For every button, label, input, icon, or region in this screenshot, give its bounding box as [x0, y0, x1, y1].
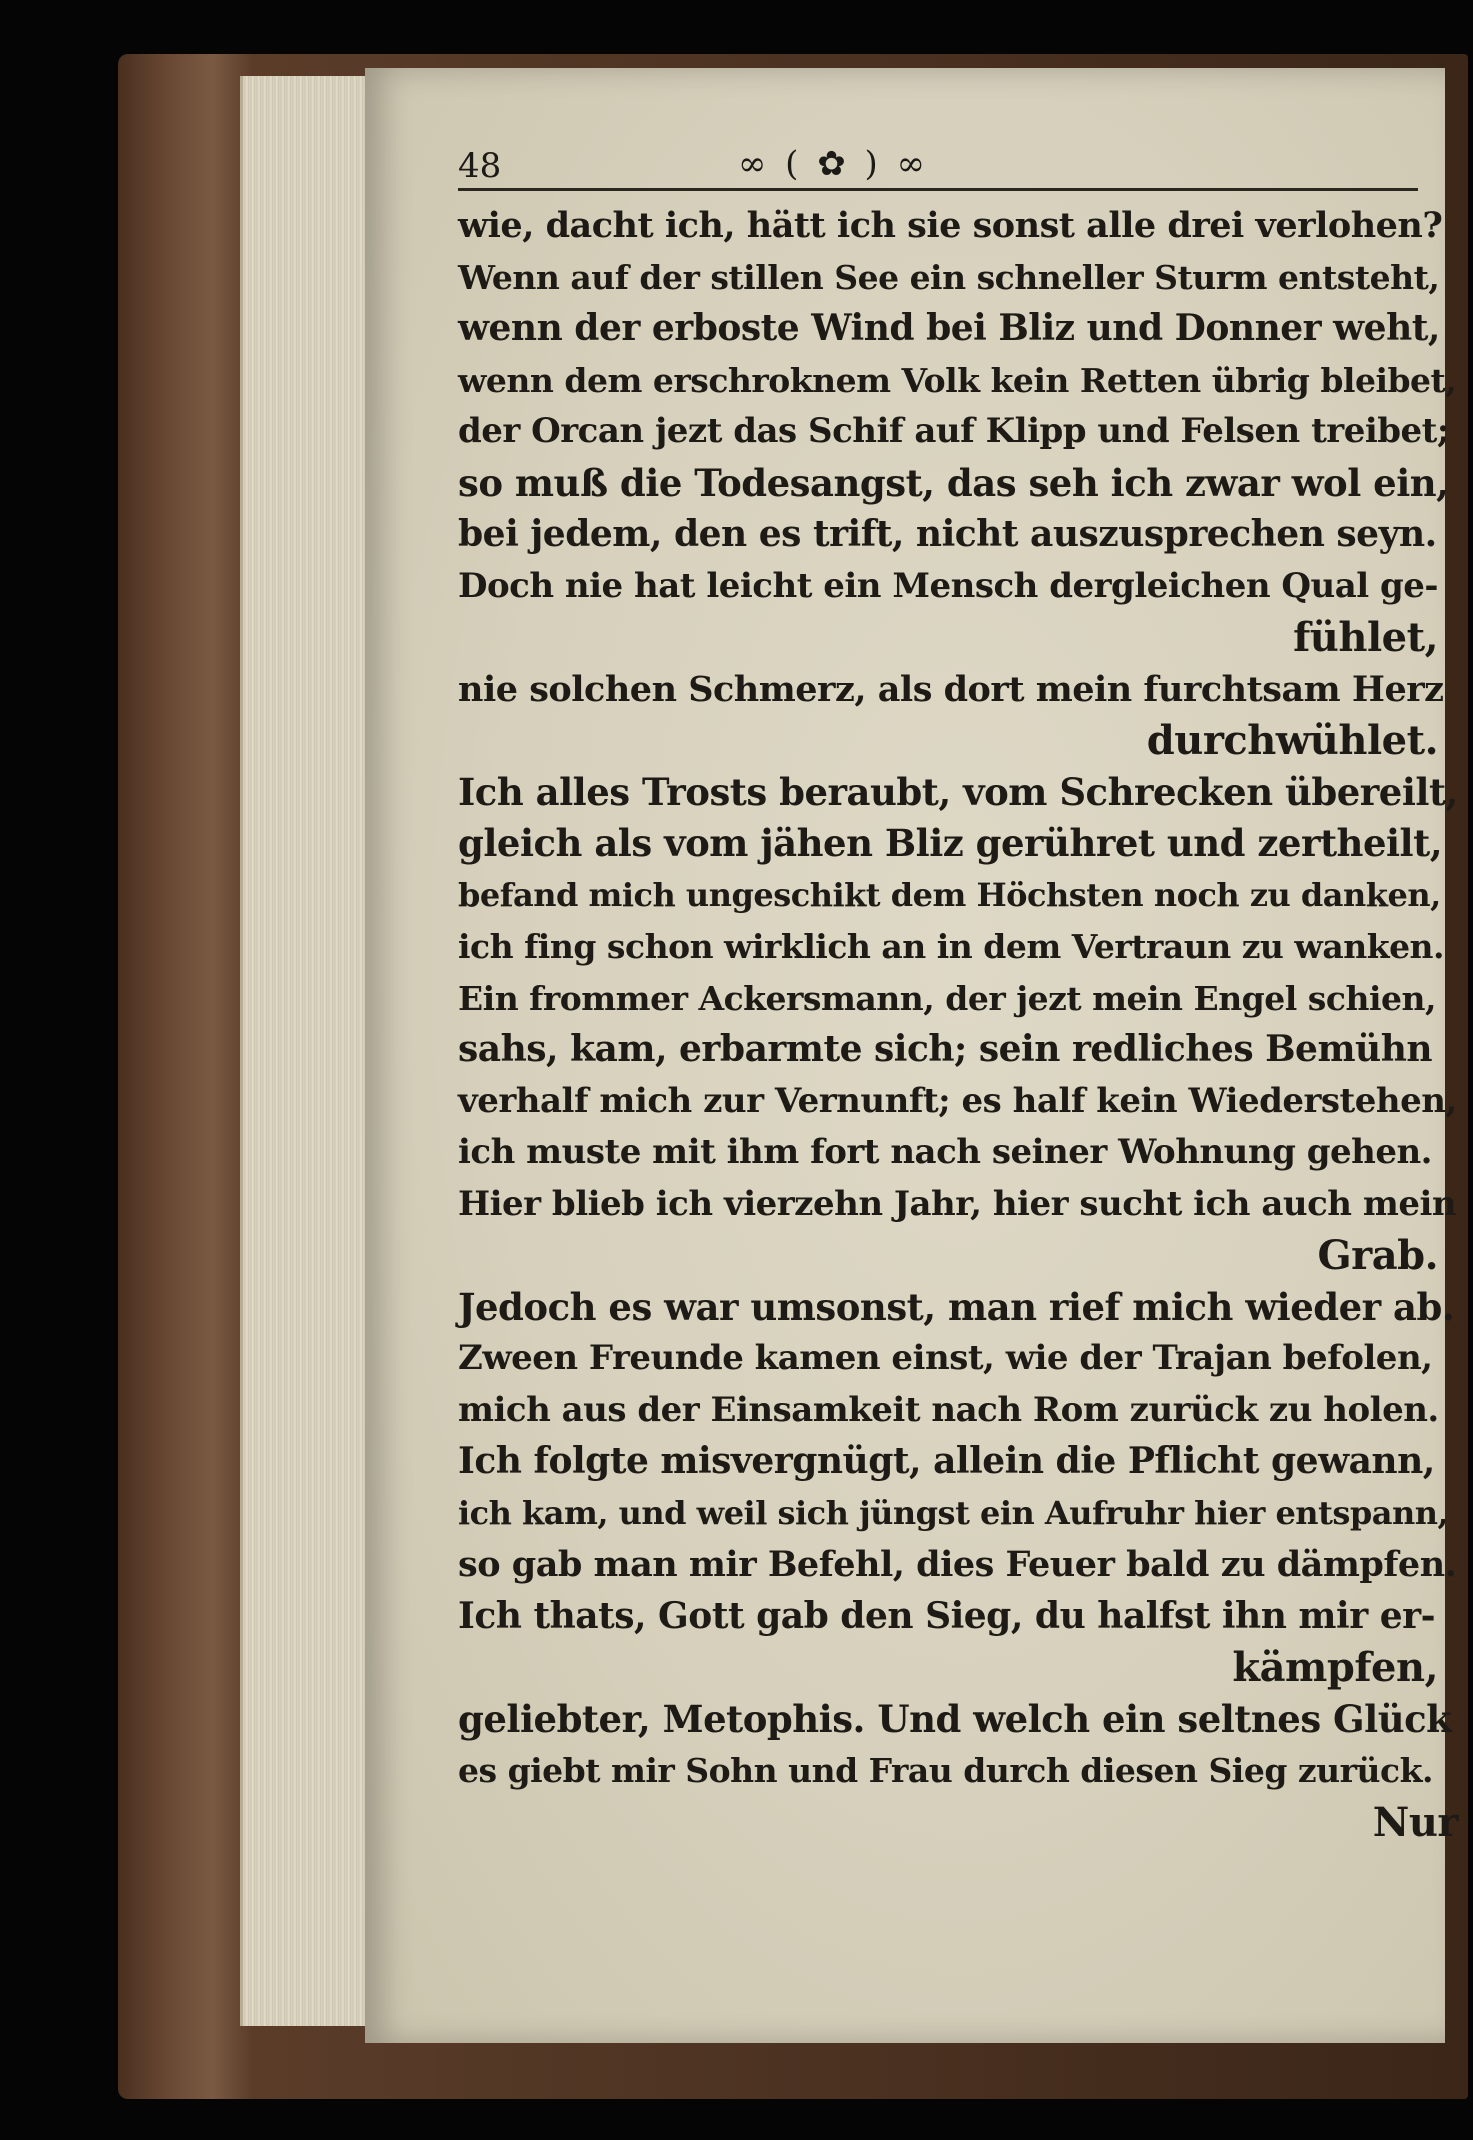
text-line: ich kam, und weil sich jüngst ein Aufruhr hier entspann, — [458, 1493, 1449, 1532]
text-line: wenn der erboste Wind bei Bliz und Donner weht, — [458, 307, 1440, 349]
text-line: gleich als vom jähen Bliz gerühret und zertheilt, — [458, 821, 1443, 865]
text-line: der Orcan jezt das Schif auf Klipp und Felsen treibet; — [458, 411, 1449, 451]
text-line-turnover: kämpfen, — [1232, 1644, 1438, 1691]
text-line: so gab man mir Befehl, dies Feuer bald zu dämpfen. — [458, 1544, 1457, 1585]
text-line: geliebter, Metophis. Und welch ein seltnes Glück — [458, 1696, 1452, 1741]
text-line-turnover: Grab. — [1317, 1232, 1438, 1279]
text-line: Hier blieb ich vierzehn Jahr, hier sucht ich auch mein — [458, 1183, 1457, 1224]
header-rule — [458, 188, 1418, 191]
text-line: sahs, kam, erbarmte sich; sein redliches Bemühn — [458, 1028, 1433, 1070]
text-line: Zween Freunde kamen einst, wie der Trajan befolen, — [458, 1338, 1433, 1378]
poem-text — [458, 200, 1458, 1848]
text-line: Ein frommer Ackersmann, der jezt mein Engel schien, — [458, 978, 1436, 1018]
text-line: es giebt mir Sohn und Frau durch diesen Sieg zurück. — [458, 1751, 1433, 1790]
text-line: wenn dem erschroknem Volk kein Retten übrig bleibet, — [458, 360, 1457, 400]
text-line: Doch nie hat leicht ein Mensch dergleichen Qual ge- — [458, 565, 1439, 606]
text-line: Ich thats, Gott gab den Sieg, du halfst ihn mir er- — [458, 1594, 1436, 1637]
text-line: wie, dacht ich, hätt ich sie sonst alle drei verlohen? — [458, 205, 1443, 246]
text-line-turnover: durchwühlet. — [1146, 717, 1438, 764]
text-line: Wenn auf der stillen See ein schneller Sturm entsteht, — [458, 257, 1440, 297]
text-line: ich muste mit ihm fort nach seiner Wohnung gehen. — [458, 1132, 1433, 1172]
text-line: bei jedem, den es trift, nicht auszusprechen seyn. — [458, 513, 1437, 555]
text-line: ich fing schon wirklich an in dem Vertraun zu wanken. — [458, 927, 1445, 966]
text-line: nie solchen Schmerz, als dort mein furchtsam Herz — [458, 668, 1444, 710]
catchword: Nur — [1372, 1798, 1458, 1846]
text-line: verhalf mich zur Vernunft; es half kein Wiederstehen, — [458, 1080, 1457, 1121]
text-line: Jedoch es war umsonst, man rief mich wieder ab. — [458, 1284, 1455, 1329]
text-line: befand mich ungeschikt dem Höchsten noch zu danken, — [458, 875, 1441, 914]
text-line-turnover: fühlet, — [1293, 614, 1438, 661]
text-line: mich aus der Einsamkeit nach Rom zurück zu holen. — [458, 1389, 1439, 1430]
text-line: Ich folgte misvergnügt, allein die Pflicht gewann, — [458, 1440, 1435, 1482]
header-ornament: ∞ ( ✿ ) ∞ — [738, 144, 929, 184]
text-line: so muß die Todesangst, das seh ich zwar wol ein, — [458, 460, 1449, 505]
text-line: Ich alles Trosts beraubt, vom Schrecken übereilt, — [458, 769, 1458, 814]
running-header — [458, 140, 1418, 192]
page-edges — [240, 76, 373, 2026]
page-number: 48 — [458, 146, 502, 186]
